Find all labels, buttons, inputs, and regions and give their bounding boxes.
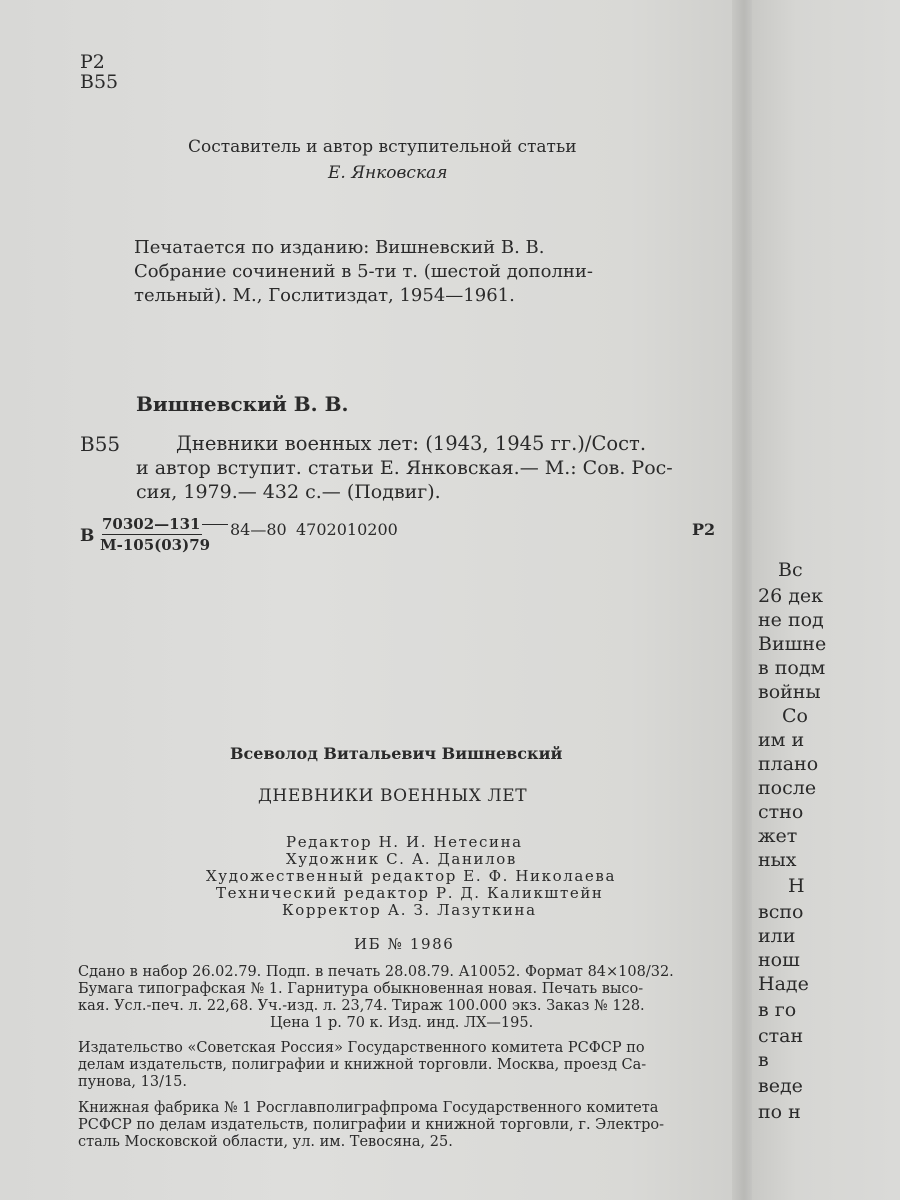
facing-line: ных [758,849,797,871]
printer-line-2: РСФСР по делам издательств, полиграфии и книжной торговли, г. Электро- [78,1117,665,1133]
publisher-line-3: пунова, 13/15. [78,1074,188,1090]
class-code: Р2 [692,520,716,539]
compiler-name: Е. Янковская [328,163,448,183]
printer-line-1: Книжная фабрика № 1 Росглавполиграфпрома Государственного комитета [78,1100,659,1116]
print-details-line-1: Сдано в набор 26.02.79. Подп. в печать 28.08.79. А10052. Формат 84×108/32. [78,964,674,980]
print-details-line-4: Цена 1 р. 70 к. Изд. инд. ЛХ—195. [270,1015,534,1031]
credit-art-editor: Художественный редактор Е. Ф. Николаева [206,867,616,885]
credit-proofreader: Корректор А. З. Лазуткина [282,901,537,919]
facing-line: нош [758,949,800,971]
facing-line: веде [758,1075,803,1097]
facing-line: не под [758,609,824,631]
credit-artist: Художник С. А. Данилов [286,850,517,868]
compiler-line: Составитель и автор вступительной статьи [188,137,577,157]
facing-line: по н [758,1101,801,1123]
ib-number: ИБ № 1986 [354,935,455,953]
facing-line: плано [758,753,819,775]
facing-line: им и [758,729,805,751]
catalog-entry-line-3: сия, 1979.— 432 с.— (Подвиг). [136,481,441,503]
index-fraction-top: 70302—131 [102,515,201,533]
facing-line: Н [788,875,805,897]
catalog-author-heading: Вишневский В. В. [136,392,349,416]
source-edition-line-1: Печатается по изданию: Вишневский В. В. [134,237,545,258]
facing-line: Вс [778,559,803,581]
printer-line-3: сталь Московской области, ул. им. Тевосяна, 25. [78,1134,453,1150]
facing-line: войны [758,681,821,703]
source-edition-line-2: Собрание сочинений в 5-ти т. (шестой дополни- [134,261,593,282]
print-details-line-2: Бумага типографская № 1. Гарнитура обыкновенная новая. Печать высо- [78,981,644,997]
facing-line: Со [782,705,808,727]
facing-line: после [758,777,817,799]
publisher-line-1: Издательство «Советская Россия» Государственного комитета РСФСР по [78,1040,645,1056]
facing-line: жет [758,825,798,847]
print-details-line-3: кая. Усл.-печ. л. 22,68. Уч.-изд. л. 23,74. Тираж 100.000 экз. Заказ № 128. [78,998,645,1014]
facing-line: вспо [758,901,804,923]
facing-line: в подм [758,657,826,679]
imprint-author: Всеволод Витальевич Вишневский [230,744,563,763]
catalog-entry-line-2: и автор вступит. статьи Е. Янковская.— М.: Сов. Рос- [136,457,673,479]
index-letter: В [80,526,95,546]
credit-tech-editor: Технический редактор Р. Д. Каликштейн [216,884,604,902]
facing-page [752,0,900,1200]
facing-line: стан [758,1025,804,1047]
facing-line: Наде [758,973,809,995]
facing-line: Вишне [758,633,827,655]
catalog-entry-line-1: Дневники военных лет: (1943, 1945 гг.)/Сост. [176,432,647,455]
index-tail: 84—80 [230,520,287,539]
index-number: 4702010200 [296,520,398,539]
credit-editor: Редактор Н. И. Нетесина [286,833,523,851]
catalog-code-1: Р2 [80,51,105,73]
imprint-title: ДНЕВНИКИ ВОЕННЫХ ЛЕТ [258,786,528,806]
facing-line: стно [758,801,804,823]
publisher-line-2: делам издательств, полиграфии и книжной торговли. Москва, проезд Са- [78,1057,647,1073]
catalog-code-2: В55 [80,71,119,93]
facing-line: или [758,925,796,947]
facing-line: в [758,1049,769,1071]
facing-line: 26 дек [758,585,824,607]
source-edition-line-3: тельный). М., Гослитиздат, 1954—1961. [134,285,515,306]
index-fraction-bottom: М-105(03)79 [100,536,211,554]
index-dash [202,524,228,525]
catalog-mark: В55 [80,432,121,456]
facing-line: в го [758,999,797,1021]
